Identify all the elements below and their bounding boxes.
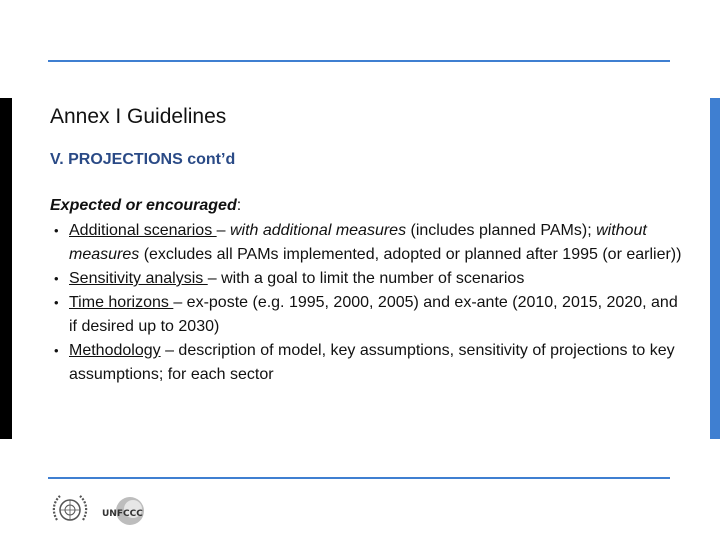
left-edge-bar: [0, 98, 12, 439]
slide-title: Annex I Guidelines: [50, 105, 227, 128]
bullet-heading: Sensitivity analysis: [69, 270, 208, 287]
lead-label: Expected or encouraged: [50, 197, 237, 214]
unfccc-logo-icon: [100, 496, 192, 526]
lead-line: [50, 194, 690, 218]
bullet-text: – description of model, key assumptions, sensitivity of projections to key assumptions; for each sector: [69, 342, 675, 383]
bullet-heading: Additional scenarios: [69, 222, 217, 239]
bullet-heading: Time horizons: [69, 294, 174, 311]
bullet-item-scenarios: [50, 219, 690, 267]
bottom-divider: [48, 477, 670, 479]
bullet-item-sensitivity: [50, 267, 690, 291]
bullet-italic-text: with additional measures: [229, 222, 407, 239]
unfccc-logo-text: UNFCCC: [102, 509, 143, 519]
right-edge-bar: [710, 98, 720, 439]
slide-body: [50, 194, 690, 387]
bullet-item-methodology: [50, 339, 690, 387]
bullet-item-time-horizons: [50, 291, 690, 339]
bullet-text: – with a goal to limit the number of scenarios: [207, 270, 525, 287]
bullet-heading: Methodology: [69, 342, 161, 359]
un-emblem-icon: [48, 490, 92, 530]
bullet-text: (excludes all PAMs implemented, adopted or planned after 1995 (or earlier)): [139, 246, 682, 263]
bullet-dash: –: [216, 222, 230, 239]
bullet-text: – ex-poste (e.g. 1995, 2000, 2005) and ex-ante (2010, 2015, 2020, and if desired up to 2030): [69, 294, 678, 335]
bullet-italic-text: without measures: [69, 222, 647, 263]
top-divider: [48, 60, 670, 62]
slide-subtitle: V. PROJECTIONS cont’d: [50, 151, 236, 168]
bullet-list: [50, 219, 690, 387]
lead-colon: :: [236, 197, 242, 214]
bullet-text: (includes planned PAMs);: [406, 222, 597, 239]
